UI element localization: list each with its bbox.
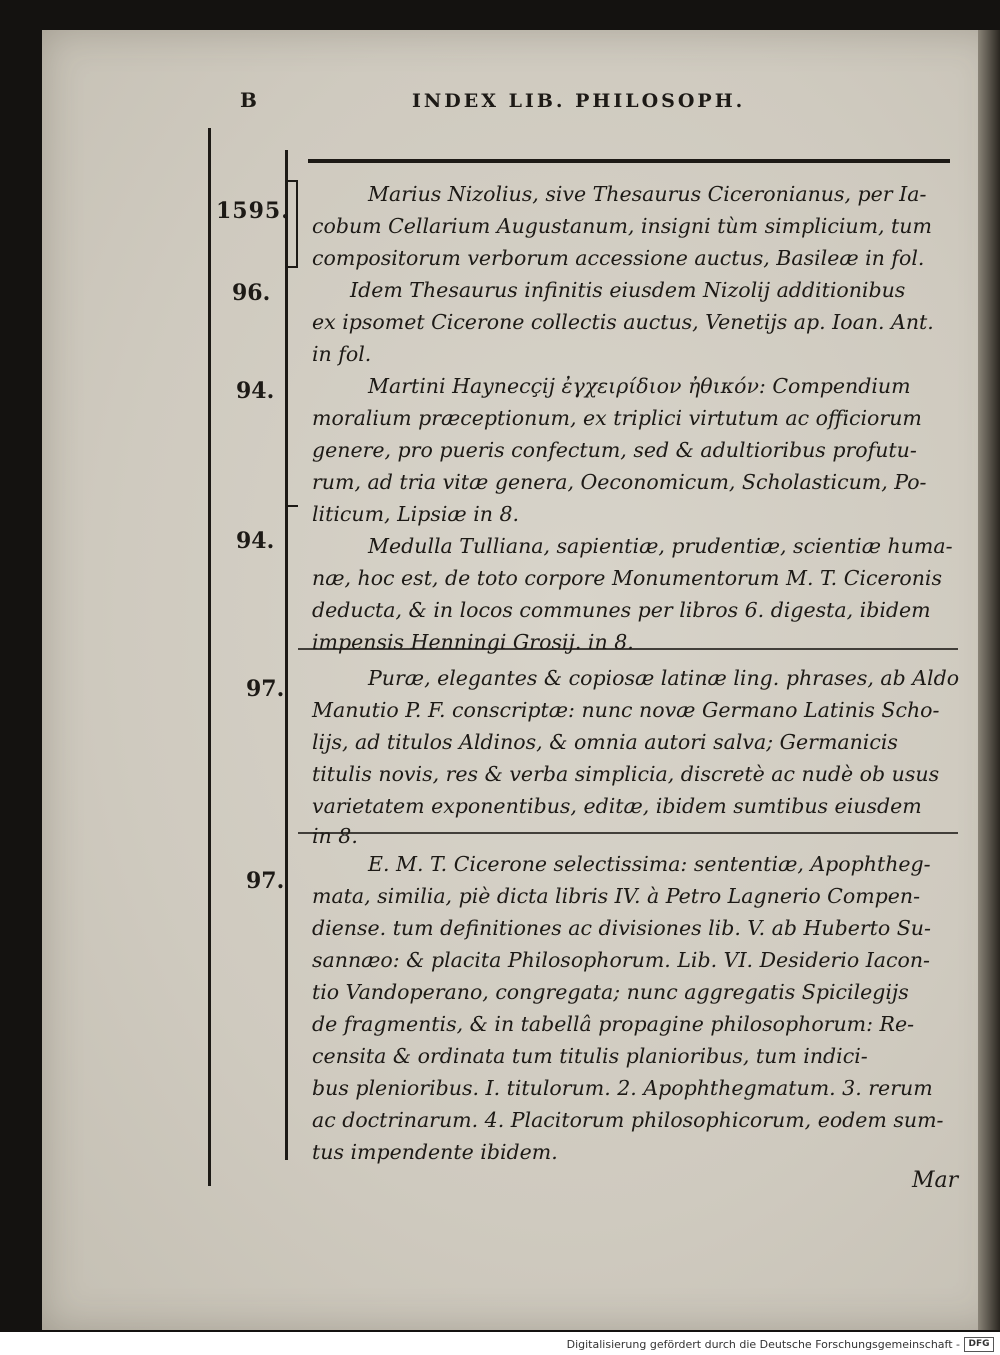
entry-line: Puræ, elegantes & copiosæ latinæ ling. phrases, ab Aldo xyxy=(368,666,960,690)
entry-line: Medulla Tulliana, sapientiæ, prudentiæ, scientiæ huma- xyxy=(368,534,953,558)
digitization-footer xyxy=(0,1332,1000,1355)
entry-line: genere, pro pueris confectum, sed & adultioribus profutu- xyxy=(312,438,917,462)
entry-line: liticum, Lipsiæ in 8. xyxy=(312,502,520,526)
entry-line: bus plenioribus. I. titulorum. 2. Apophthegmatum. 3. rerum xyxy=(312,1076,933,1100)
entry-line: titulis novis, res & verba simplicia, discretè ac nudè ob usus xyxy=(312,762,940,786)
entry-bracket xyxy=(288,505,298,527)
entry-line: Martini Haynecçij ἐγχειρίδιον ἠθικόν: Compendium xyxy=(368,374,911,398)
entry-line: ac doctrinarum. 4. Placitorum philosophicorum, eodem sum- xyxy=(312,1108,944,1132)
entry-line: compositorum verborum accessione auctus, Basileæ in fol. xyxy=(312,246,925,270)
page-fold-shadow xyxy=(978,30,1000,1330)
entry-line: impensis Henningi Grosij. in 8. xyxy=(312,630,634,654)
entry-year: 94. xyxy=(236,378,275,404)
dfg-logo-icon[interactable]: DFG xyxy=(964,1337,994,1352)
entry-line: Manutio P. F. conscriptæ: nunc novæ Germano Latinis Scho- xyxy=(312,698,940,722)
running-head xyxy=(240,88,980,128)
entry-line: censita & ordinata tum titulis planioribus, tum indici- xyxy=(312,1044,868,1068)
entry-line: de fragmentis, & in tabellâ propagine philosophorum: Re- xyxy=(312,1012,915,1036)
entry-line: sannæo: & placita Philosophorum. Lib. VI. Desiderio Iacon- xyxy=(312,948,930,972)
entry-year: 97. xyxy=(246,868,285,894)
entry-line: E. M. T. Cicerone selectissima: sententiæ, Apophtheg- xyxy=(368,852,931,876)
entry-year: 1595. xyxy=(216,198,290,224)
entry-line: tio Vandoperano, congregata; nunc aggregatis Spicilegijs xyxy=(312,980,909,1004)
page-head-title: INDEX LIB. PHILOSOPH. xyxy=(412,90,746,112)
margin-rule-inner xyxy=(285,150,288,1160)
entry-line: cobum Cellarium Augustanum, insigni tùm simplicium, tum xyxy=(312,214,932,238)
entry-line: lijs, ad titulos Aldinos, & omnia autori salva; Germanicis xyxy=(312,730,898,754)
entry-line: in fol. xyxy=(312,342,372,366)
head-rule xyxy=(308,159,950,163)
entry-divider xyxy=(298,832,958,834)
catchword: Mar xyxy=(912,1168,959,1193)
entry-line: næ, hoc est, de toto corpore Monumentorum M. T. Ciceronis xyxy=(312,566,942,590)
margin-rule-outer xyxy=(208,128,211,1186)
entry-line: mata, similia, piè dicta libris IV. à Petro Lagnerio Compen- xyxy=(312,884,921,908)
entry-year: 97. xyxy=(246,676,285,702)
entry-line: diense. tum definitiones ac divisiones lib. V. ab Huberto Su- xyxy=(312,916,931,940)
entry-line: deducta, & in locos communes per libros 6. digesta, ibidem xyxy=(312,598,931,622)
entry-line: tus impendente ibidem. xyxy=(312,1140,558,1164)
entry-line: varietatem exponentibus, editæ, ibidem sumtibus eiusdem xyxy=(312,794,922,818)
entry-line: ex ipsomet Cicerone collectis auctus, Venetijs ap. Ioan. Ant. xyxy=(312,310,934,334)
entry-bracket xyxy=(288,180,298,268)
entry-line: Marius Nizolius, sive Thesaurus Ciceronianus, per Ia- xyxy=(368,182,927,206)
entry-year: 94. xyxy=(236,528,275,554)
footer-credit-text: Digitalisierung gefördert durch die Deutsche Forschungsgemeinschaft - xyxy=(566,1338,960,1351)
page-signature-letter: B xyxy=(240,88,257,112)
entry-line: rum, ad tria vitæ genera, Oeconomicum, Scholasticum, Po- xyxy=(312,470,927,494)
entry-line: moralium præceptionum, ex triplici virtutum ac officiorum xyxy=(312,406,922,430)
entry-line: Idem Thesaurus infinitis eiusdem Nizolij additionibus xyxy=(350,278,906,302)
entry-year: 96. xyxy=(232,280,271,306)
entry-line: in 8. xyxy=(312,824,358,848)
